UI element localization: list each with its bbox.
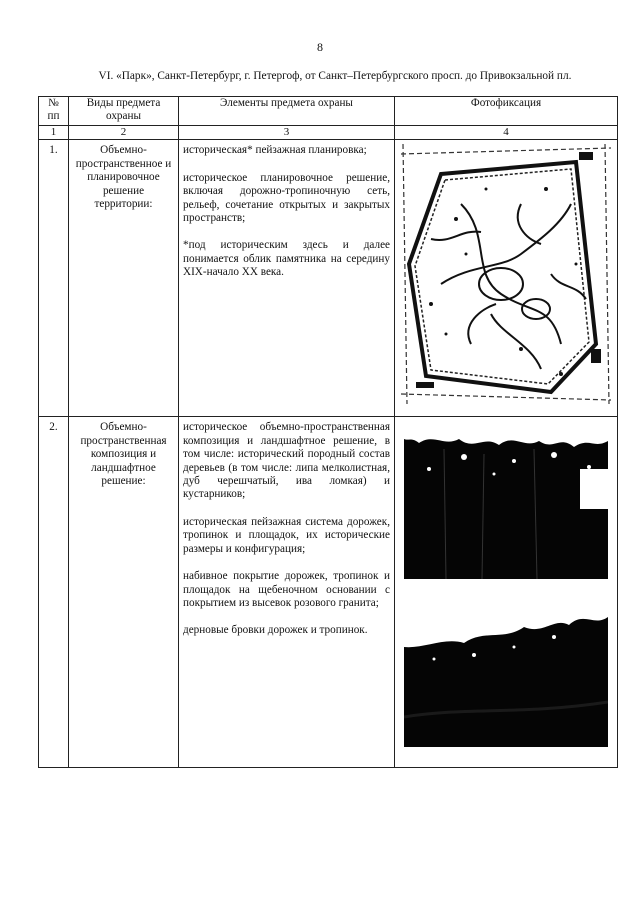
element-item: *под историческим здесь и далее понимается облик памятника на середину XIX-начало XX века. bbox=[183, 239, 390, 279]
table-row bbox=[39, 140, 618, 417]
row-number: 1. bbox=[39, 140, 69, 417]
header-number: № пп bbox=[39, 97, 69, 126]
column-number: 3 bbox=[179, 126, 395, 140]
header-photo: Фотофиксация bbox=[395, 97, 618, 126]
historical-park-plan-image bbox=[401, 144, 611, 404]
row-elements bbox=[179, 417, 395, 768]
element-item: историческое планировочное решение, включая дорожно-тропиночную сеть, рельеф, сочетание открытых и закрытых пространств; bbox=[183, 171, 390, 224]
row-kind: Объемно-пространственное и планировочное решение территории: bbox=[69, 140, 179, 417]
row-elements bbox=[179, 140, 395, 417]
park-trees-photo bbox=[404, 429, 608, 579]
protection-table bbox=[38, 96, 618, 768]
photo-cell bbox=[395, 140, 618, 417]
table-row bbox=[39, 417, 618, 768]
park-path-photo bbox=[404, 597, 608, 747]
row-kind: Объемно-пространственная композиция и ландшафтное решение: bbox=[69, 417, 179, 768]
column-number: 1 bbox=[39, 126, 69, 140]
column-number: 2 bbox=[69, 126, 179, 140]
element-item: историческая* пейзажная планировка; bbox=[183, 144, 367, 157]
element-item: набивное покрытие дорожек, тропинок и площадок на щебеночном основании с покрытием из высевок розового гранита; bbox=[183, 570, 390, 609]
column-number-row bbox=[39, 126, 618, 140]
photo-cell bbox=[395, 417, 618, 768]
element-item: дерновые бровки дорожек и тропинок. bbox=[183, 624, 368, 637]
row-number: 2. bbox=[39, 417, 69, 768]
table-header-row bbox=[39, 97, 618, 126]
header-elements: Элементы предмета охраны bbox=[179, 97, 395, 126]
page-number: 8 bbox=[317, 40, 323, 54]
element-item: историческая пейзажная система дорожек, тропинок и площадок, их исторические размеры и конфигурация; bbox=[183, 515, 390, 555]
column-number: 4 bbox=[395, 126, 618, 140]
element-item: историческое объемно-пространственная композиция и ландшафтное решение, в том числе: исторический породный состав деревьев (в том числе: липа мелколистная, дуб черешчатый, ива ломкая) и кустарников; bbox=[183, 421, 390, 501]
header-kind: Виды предмета охраны bbox=[69, 97, 179, 126]
document-title: VI. «Парк», Санкт-Петербург, г. Петергоф, от Санкт–Петербургского просп. до Привокзальной пл. bbox=[98, 70, 572, 82]
